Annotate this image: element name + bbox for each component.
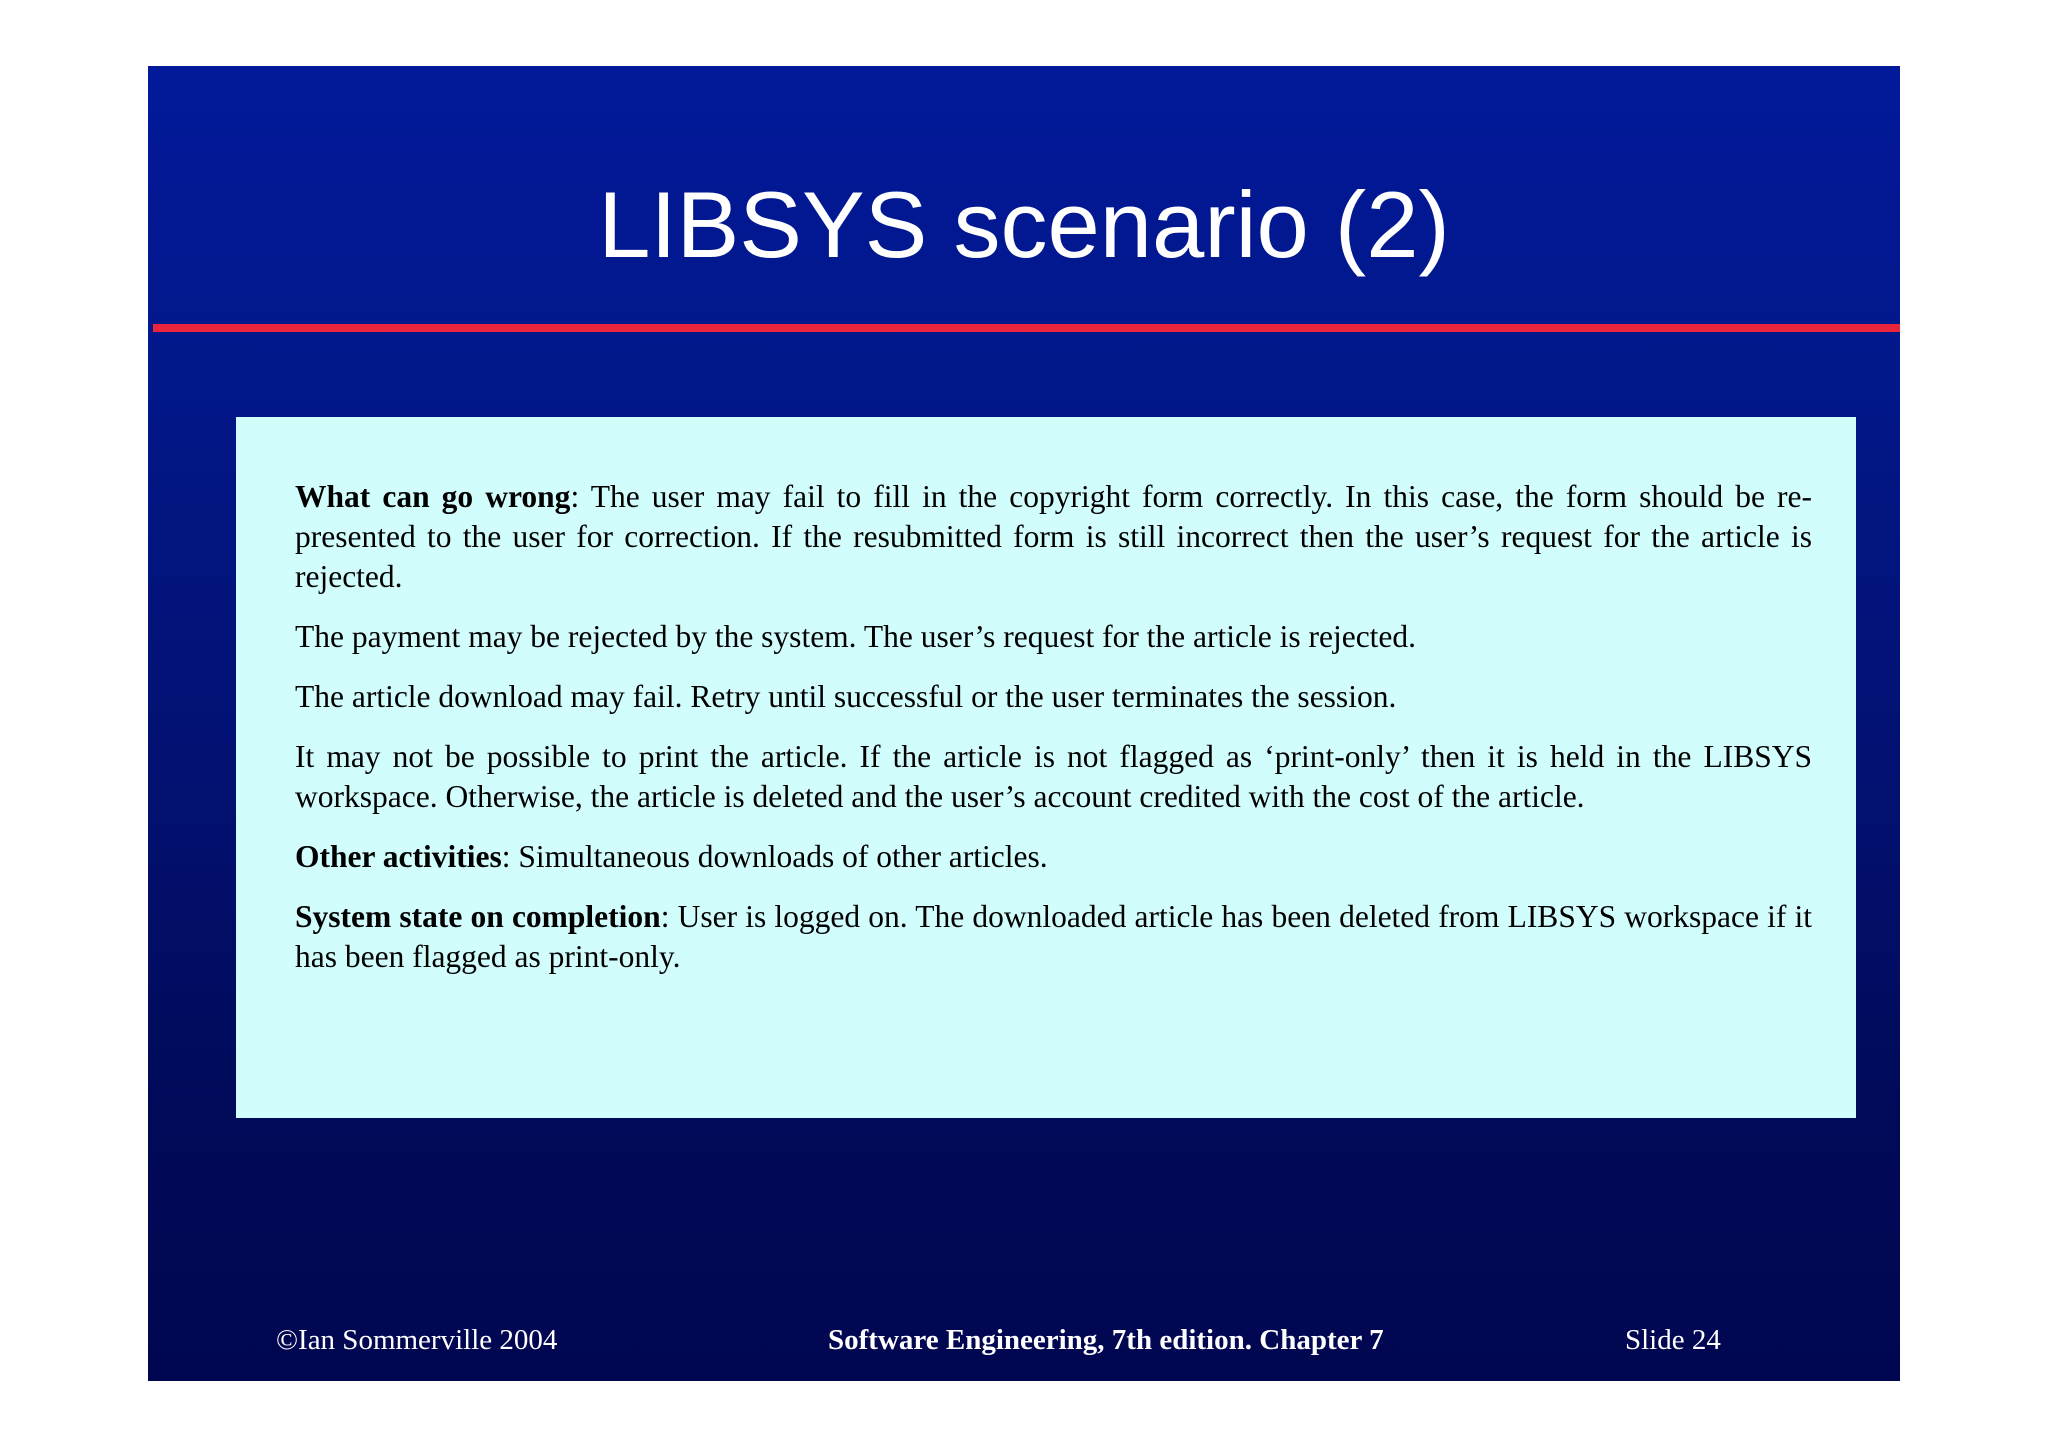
- paragraph-text: : User is logged on. The downloaded article has been deleted from LIBSYS workspace if it has been flagged as print-only.: [295, 899, 1813, 974]
- paragraph-text: : The user may fail to fill in the copyright form correctly. In this case, the form should be re-presented to the user for correction. If the resubmitted form is still incorrect then the user’s request for the article is rejected.: [295, 479, 1812, 594]
- paragraph-lead: Other activities: [295, 839, 502, 874]
- paragraph-text: The payment may be rejected by the system. The user’s request for the article is rejected.: [295, 619, 1417, 654]
- paragraph-text: The article download may fail. Retry until successful or the user terminates the session.: [295, 679, 1397, 714]
- content-panel: [236, 417, 1856, 1118]
- paragraph-lead: What can go wrong: [295, 479, 571, 514]
- footer-book-title: Software Engineering, 7th edition. Chapter 7: [828, 1324, 1384, 1356]
- paragraph-print-fail: [295, 737, 1812, 817]
- paragraph-other-activities: [295, 837, 1812, 877]
- paragraph-what-can-go-wrong: [295, 477, 1812, 597]
- paragraph-download-fail: [295, 677, 1812, 717]
- paragraph-system-state: [295, 897, 1812, 977]
- slide-title: LIBSYS scenario (2): [598, 172, 1450, 277]
- title-divider: [153, 324, 1900, 332]
- paragraph-text: It may not be possible to print the article. If the article is not flagged as ‘print-only’ then it is held in the LIBSYS workspace. Otherwise, the article is deleted and the user’s account credited with the cost of the article.: [295, 739, 1812, 814]
- paragraph-text: : Simultaneous downloads of other articles.: [501, 839, 1048, 874]
- paragraph-lead: System state on completion: [295, 899, 661, 934]
- footer-copyright: ©Ian Sommerville 2004: [276, 1324, 558, 1356]
- paragraph-payment-rejected: [295, 617, 1812, 657]
- slide: [148, 66, 1900, 1381]
- footer-slide-number: Slide 24: [1625, 1324, 1721, 1356]
